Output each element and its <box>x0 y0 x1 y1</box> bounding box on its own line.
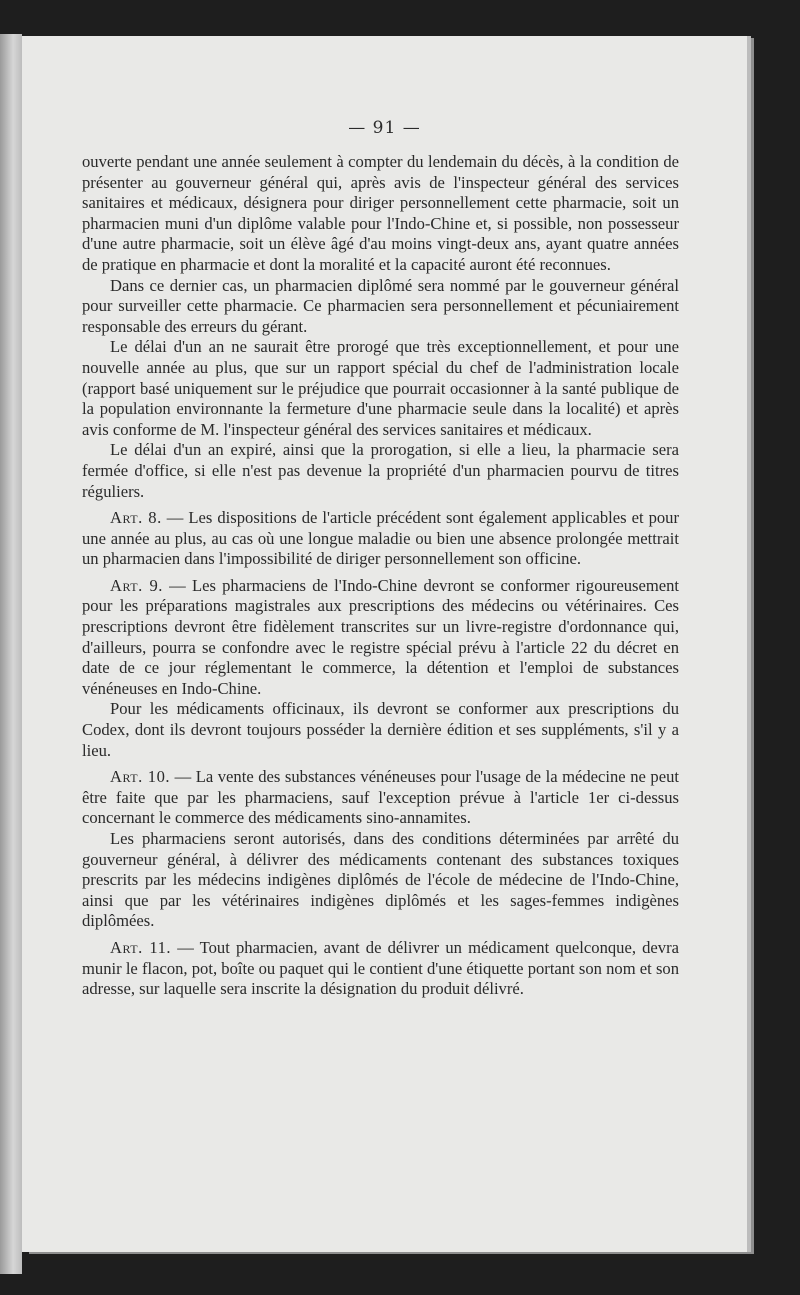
previous-page-edge <box>0 34 22 1274</box>
article-label: Art. 8. <box>110 508 162 528</box>
article-label: Art. 11. <box>110 937 172 957</box>
article-label: Art. 9. <box>110 575 163 595</box>
paragraph-continuation: ouverte pendant une année seulement à compter du lendemain du décès, à la condition de présenter au gouverneur général qui, après avis de l'inspecteur général des services sanitaires et médicaux, désignera pour diriger personnellement cette pharmacie, soit un pharmacien muni d'un diplôme valable pour l'Indo-Chine et, si possible, non possesseur d'une autre pharmacie, soit un élève âgé d'au moins vingt-deux ans, ayant quatre années de pratique en pharmacie et dont la moralité et la capacité auront été reconnues. <box>82 152 679 274</box>
article-text: — Les dispositions de l'article précédent sont également applicables et pour une année au plus, au cas où une longue maladie ou bien une absence prolongée mettrait un pharmacien dans l'impossibilité de diriger personnellement son officine. <box>82 508 680 569</box>
article-10 <box>82 767 679 829</box>
article-8 <box>82 508 679 570</box>
page-number: — 91 — <box>348 118 421 138</box>
article-text: — Tout pharmacien, avant de délivrer un médicament quelconque, devra munir le flacon, pot, boîte ou paquet qui le contient d'une étiquette portant son nom et son adresse, sur laquelle sera inscrite la désignation du produit délivré. <box>82 937 679 999</box>
paragraph: Les pharmaciens seront autorisés, dans des conditions déterminées par arrêté du gouverneur général, à délivrer des médicaments contenant des substances toxiques prescrits par les médecins indigènes diplômés de l'école de médecine de l'Indo-Chine, ainsi que par les vétérinaires indigènes diplômés et les sages-femmes indigènes diplômées. <box>82 829 679 931</box>
paragraph: Le délai d'un an expiré, ainsi que la prorogation, si elle a lieu, la pharmacie sera fermée d'office, si elle n'est pas devenue la propriété d'un pharmacien pourvu de titres réguliers. <box>82 440 679 501</box>
document-page <box>22 36 747 1252</box>
paragraph: Dans ce dernier cas, un pharmacien diplômé sera nommé par le gouverneur général pour surveiller cette pharmacie. Ce pharmacien sera personnellement et pécuniairement responsable des erreurs du gérant. <box>82 275 679 336</box>
document-body <box>82 152 679 1000</box>
article-text: — La vente des substances vénéneuses pour l'usage de la médecine ne peut être faite que par les pharmaciens, sauf l'exception prévue à l'article 1er ci-dessus concernant le commerce des médicaments sino-annamites. <box>82 767 679 828</box>
article-11 <box>82 938 679 1000</box>
paragraph: Pour les médicaments officinaux, ils devront se conformer aux prescriptions du Codex, dont ils devront toujours posséder la dernière édition et ses suppléments, s'il y a lieu. <box>82 699 679 760</box>
paragraph: Le délai d'un an ne saurait être prorogé que très exceptionnellement, et pour une nouvelle année au plus, que sur un rapport spécial du chef de l'administration locale (rapport basé uniquement sur le préjudice que pourrait occasionner à la santé publique de la population environnante la fermeture d'une pharmacie seule dans la localité) et après avis conforme de M. l'inspecteur général des services sanitaires et médicaux. <box>82 337 679 439</box>
article-label: Art. 10. <box>110 767 171 787</box>
article-9 <box>82 576 679 700</box>
article-text: — Les pharmaciens de l'Indo-Chine devront se conformer rigoureusement pour les préparations magistrales aux prescriptions des médecins ou vétérinaires. Ces prescriptions devront être fidèlement transcrites sur un livre-registre d'ordonnance qui, d'ailleurs, pourra se confondre avec le registre spécial prévu à l'article 22 du décret en date de ce jour réglementant le commerce, la détention et l'emploi de substances vénéneuses en Indo-Chine. <box>82 575 679 698</box>
